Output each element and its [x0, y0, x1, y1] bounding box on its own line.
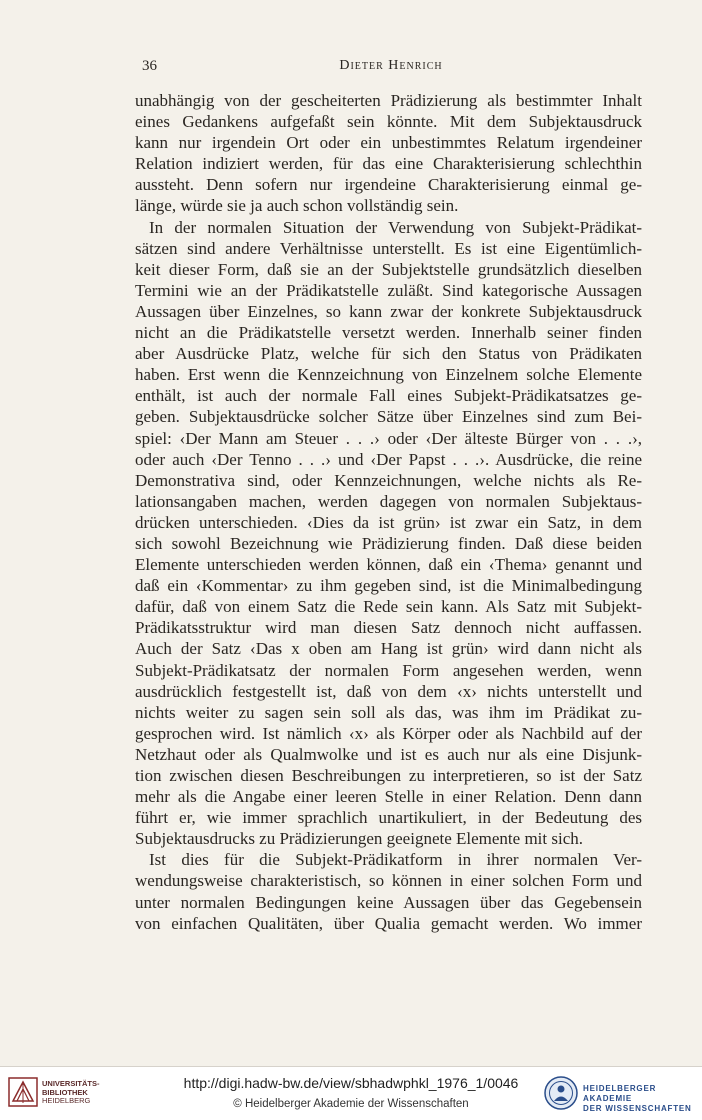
- text-line: Elemente unterschieden werden können, daß ein ‹Thema› genannt und: [135, 555, 642, 575]
- text-line: von einfachen Qualitäten, über Qualia gemacht werden. Wo immer: [135, 913, 642, 933]
- copyright-notice: © Heidelberger Akademie der Wissenschaften: [233, 1098, 469, 1110]
- text-line: kann nur irgendein Ort oder ein unbestimmtes Relatum irgendeiner: [135, 133, 642, 153]
- text-line: unabhängig von der gescheiterten Prädizierung als bestimmter Inhalt: [135, 91, 642, 110]
- text-line: spiel: ‹Der Mann am Steuer . . .› oder ‹Der älteste Bürger von . . .›,: [135, 428, 642, 448]
- text-line: drücken unterschieden. ‹Dies da ist grün› ist zwar ein Satz, in dem: [135, 512, 642, 532]
- text-line: ausdrücklich festgestellt ist, daß von dem ‹x› nichts unterstellt und: [135, 681, 642, 701]
- text-line: sätzen sind andere Verhältnisse unterstellt. Es ist eine Eigentümlich-: [135, 238, 642, 258]
- text-line: aber Ausdrücke Platz, welche für sich den Status von Prädikaten: [135, 344, 642, 364]
- text-line: führt er, wie immer sprachlich unartikuliert, in der Bedeutung des: [135, 808, 642, 828]
- text-line: Aussagen über Einzelnes, so kann zwar der konkrete Subjektausdruck: [135, 301, 642, 321]
- text-line: Prädikatsstruktur wird man diesen Satz dennoch nicht auffassen.: [135, 618, 642, 638]
- text-line: oder auch ‹Der Tenno . . .› und ‹Der Papst . . .›. Ausdrücke, die reine: [135, 449, 642, 469]
- viewer-footer: [0, 1066, 702, 1120]
- text-line: dafür, daß von einem Satz die Rede sein kann. Als Satz mit Subjekt-: [135, 597, 642, 617]
- text-line: Termini wie an der Prädikatstelle zuläßt. Sind kategorische Aussagen: [135, 280, 642, 300]
- text-line: nichts weiter zu sagen sein soll als das, was ihm im Prädikat zu-: [135, 702, 642, 722]
- text-line: nicht an die Prädikatstelle versetzt werden. Innerhalb seiner finden: [135, 323, 642, 343]
- text-line: geben. Subjektausdrücke solcher Sätze über Einzelnes sind zum Bei-: [135, 407, 642, 427]
- text-line: haben. Erst wenn die Kennzeichnung von Einzelnem solche Elemente: [135, 365, 642, 385]
- text-line: gesprochen wird. Ist nämlich ‹x› als Körper oder als Nachbild auf der: [135, 723, 642, 743]
- text-line: enthält, ist auch der normale Fall eines Subjekt-Prädikatsatzes ge-: [135, 386, 642, 406]
- academy-name[interactable]: HEIDELBERGER AKADEMIE DER WISSENSCHAFTEN: [583, 1084, 692, 1113]
- text-line: lationsangaben machen, werden dagegen von normalen Subjektaus-: [135, 491, 642, 511]
- university-library-name[interactable]: UNIVERSITÄTS- BIBLIOTHEK HEIDELBERG: [42, 1079, 100, 1105]
- permalink-url[interactable]: http://digi.hadw-bw.de/view/sbhadwphkl_1976_1/0046: [183, 1075, 519, 1091]
- text-line: Subjekt-Prädikatsatz der normalen Form angesehen werden, wenn: [135, 660, 642, 680]
- text-line: unter normalen Bedingungen keine Aussagen über das Gegebensein: [135, 892, 642, 912]
- text-line: Ist dies für die Subjekt-Prädikatform in ihrer normalen Ver-: [149, 850, 642, 870]
- text-line: tion zwischen diesen Beschreibungen zu interpretieren, so ist der Satz: [135, 766, 642, 785]
- text-line: länge, würde sie ja auch schon vollständig sein.: [135, 196, 459, 216]
- academy-seal-icon[interactable]: [544, 1076, 578, 1110]
- text-line: Relation indiziert werden, für das eine Charakterisierung schlechthin: [135, 154, 642, 174]
- text-line: aussteht. Denn sofern nur irgendeine Charakterisierung einmal ge-: [135, 175, 642, 195]
- text-line: keit dieser Form, daß sie an der Subjektstelle grundsätzlich dieselben: [135, 259, 642, 279]
- body-text: [135, 90, 642, 934]
- text-line: eines Gedankens aufgefaßt sein könnte. Mit dem Subjektausdruck: [135, 112, 642, 132]
- page-header: [142, 58, 640, 80]
- text-line: sich sowohl Bezeichnung wie Prädizierung finden. Daß diese beiden: [135, 533, 642, 553]
- text-line: Netzhaut oder als Qualmwolke und ist es auch nur als eine Disjunk-: [135, 744, 642, 764]
- text-line: Auch der Satz ‹Das x oben am Hang ist grün› wird dann nicht als: [135, 639, 642, 659]
- running-head: Dieter Henrich: [339, 58, 443, 73]
- page-number: 36: [142, 58, 157, 74]
- text-line: Demonstrativa sind, oder Kennzeichnungen, welche nichts als Re-: [135, 470, 642, 490]
- text-line: wendungsweise charakteristisch, so können in einer solchen Form und: [135, 871, 642, 891]
- text-line: mehr als die Angabe einer leeren Stelle in einer Relation. Denn dann: [135, 787, 642, 807]
- text-line: daß ein ‹Kommentar› zu ihm gegeben sind, ist die Minimalbedingung: [135, 576, 642, 596]
- text-line: Subjektausdrucks zu Prädizierungen geeignete Elemente mit sich.: [135, 829, 584, 849]
- text-line: In der normalen Situation der Verwendung von Subjekt-Prädikat-: [149, 217, 642, 237]
